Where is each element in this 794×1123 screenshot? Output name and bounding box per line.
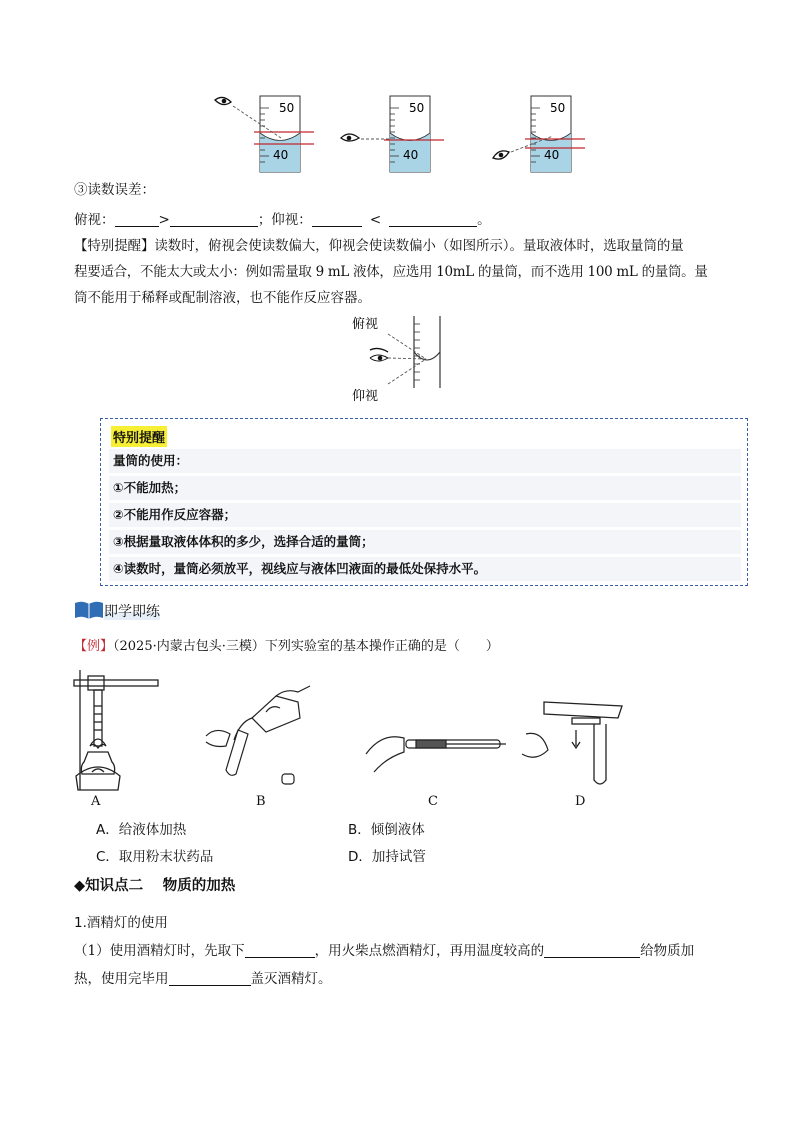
practice-heading: 即学即练: [74, 600, 160, 622]
question: 【例】（2025·内蒙古包头·三模）下列实验室的基本操作正确的是（ ）: [74, 639, 499, 654]
blank: [170, 212, 258, 227]
cylinder-reading-figure: [205, 92, 595, 174]
label-c: C: [428, 794, 438, 809]
blank: [245, 943, 315, 958]
bottom-view-label: 仰视: [352, 389, 379, 404]
blank: [169, 971, 251, 986]
blank: [115, 212, 159, 227]
box-row: ②不能用作反应容器；: [109, 503, 741, 527]
option-d[interactable]: D．加持试管: [348, 849, 426, 865]
eye-icon: [341, 134, 359, 141]
svg-text:40: 40: [403, 148, 419, 162]
option-c[interactable]: C．取用粉末状药品: [96, 849, 214, 865]
blank: [544, 943, 640, 958]
eye-icon: [493, 151, 509, 159]
tick-40: 40: [273, 148, 289, 162]
box-header: 特别提醒: [111, 426, 167, 447]
label-a: A: [91, 794, 101, 809]
svg-text:40: 40: [544, 148, 560, 162]
section-title: ◆知识点二 物质的加热: [74, 878, 236, 894]
reading-error-row: 俯视： > ；仰视： < 。: [74, 212, 491, 228]
cylinder-level-view: [384, 96, 444, 172]
option-b[interactable]: B．倾倒液体: [348, 822, 425, 838]
svg-text:50: 50: [409, 101, 425, 115]
blank: [312, 212, 362, 227]
tick-50: 50: [279, 101, 295, 115]
label-d: D: [575, 794, 586, 809]
special-reminder-box: [100, 418, 748, 586]
view-angle-diagram: [348, 312, 448, 408]
top-view-label: 俯视: [352, 317, 379, 332]
blank: [389, 212, 477, 227]
eye-icon: [215, 97, 231, 104]
section-subtitle: 1.酒精灯的使用: [74, 915, 168, 931]
tube-holder-illustration: [544, 702, 622, 784]
cylinder-look-down: [254, 96, 314, 172]
box-row: 量筒的使用：: [109, 449, 741, 473]
option-a[interactable]: A．给液体加热: [96, 822, 187, 838]
tip-line-3: 筒不能用于稀释或配制溶液，也不能作反应容器。: [74, 290, 371, 306]
section-paragraph-1: （1）使用酒精灯时，先取下 ，用火柴点燃酒精灯，再用温度较高的 给物质加: [74, 943, 695, 959]
label-b: B: [256, 794, 266, 809]
eye-icon: [370, 348, 388, 361]
box-row: ④读数时，量筒必须放平，视线应与液体凹液面的最低处保持水平。: [109, 557, 741, 581]
section-paragraph-2: 热，使用完毕用 盖灭酒精灯。: [74, 971, 332, 987]
box-row: ①不能加热；: [109, 476, 741, 500]
box-row: ③根据量取液体体积的多少，选择合适的量筒；: [109, 530, 741, 554]
powder-sample-illustration: [366, 733, 548, 772]
pouring-liquid-illustration: [206, 686, 310, 784]
tip-line-1: 【特别提醒】读数时，俯视会使读数偏大，仰视会使读数偏小（如图所示）。量取液体时，选取量筒的量: [74, 238, 684, 254]
book-icon: [74, 600, 104, 620]
reading-error-title: ③读数误差：: [74, 182, 155, 198]
svg-text:50: 50: [550, 101, 566, 115]
tip-line-2: 程要适合，不能太大或太小：例如需量取 9 mL 液体，应选用 10mL 的量筒，而不选用 100 mL 的量筒。量: [74, 264, 708, 280]
cylinder-look-up: [525, 96, 585, 172]
heating-liquid-illustration: [74, 670, 158, 790]
apparatus-figure: [66, 662, 646, 792]
